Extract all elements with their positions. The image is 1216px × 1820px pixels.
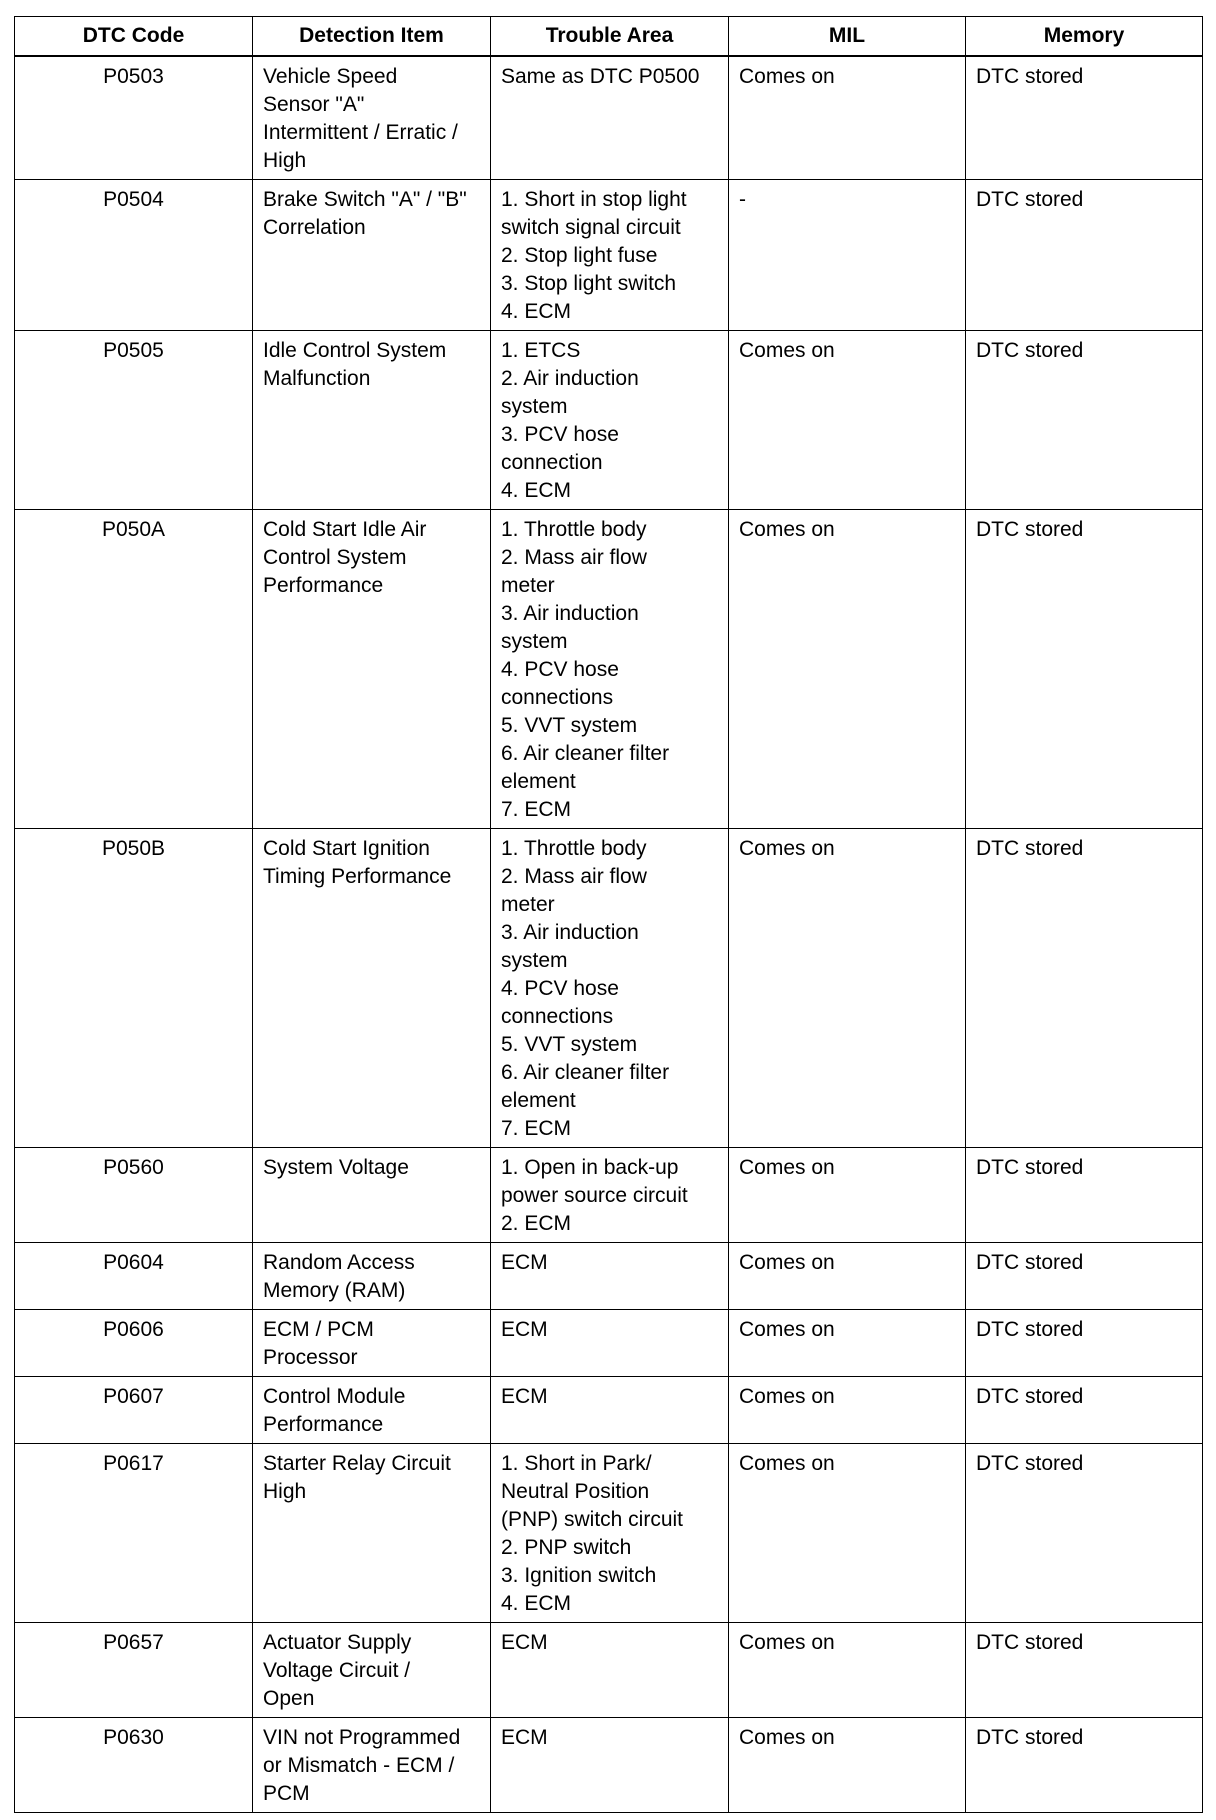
detection-item-cell [253, 180, 491, 331]
trouble-area-cell [491, 1444, 729, 1623]
mil-cell: Comes on [729, 56, 966, 180]
detection-item-line: System Voltage [263, 1156, 409, 1179]
detection-item-line: Sensor "A" [263, 93, 365, 116]
trouble-area-line: 1. Short in stop light [501, 188, 687, 211]
memory-cell: DTC stored [966, 331, 1203, 510]
detection-item-cell [253, 1377, 491, 1444]
trouble-area-line: 3. Air induction [501, 921, 639, 944]
trouble-area-line: system [501, 395, 568, 418]
detection-item-line: Memory (RAM) [263, 1279, 406, 1302]
trouble-area-line: element [501, 770, 576, 793]
mil-cell: Comes on [729, 1310, 966, 1377]
mil-cell: Comes on [729, 1148, 966, 1243]
trouble-area-line: ECM [501, 1251, 548, 1274]
trouble-area-line: 4. ECM [501, 479, 572, 502]
trouble-area-line: switch signal circuit [501, 216, 681, 239]
trouble-area-line: Neutral Position [501, 1480, 650, 1503]
mil-cell: - [729, 180, 966, 331]
trouble-area-line: 3. PCV hose [501, 423, 619, 446]
trouble-area-cell [491, 1623, 729, 1718]
trouble-area-line: ECM [501, 1385, 548, 1408]
dtc-code-cell: P050B [15, 829, 253, 1148]
dtc-code-cell: P0617 [15, 1444, 253, 1623]
detection-item-cell [253, 1444, 491, 1623]
mil-cell: Comes on [729, 1444, 966, 1623]
trouble-area-line: 4. ECM [501, 300, 572, 323]
detection-item-line: ECM / PCM [263, 1318, 374, 1341]
trouble-area-line: 1. Short in Park/ [501, 1452, 652, 1475]
table-row [15, 56, 1203, 180]
dtc-code-cell: P0607 [15, 1377, 253, 1444]
header-trouble-area: Trouble Area [491, 17, 729, 57]
table-row [15, 1310, 1203, 1377]
mil-cell: Comes on [729, 331, 966, 510]
mil-cell: Comes on [729, 1377, 966, 1444]
dtc-code-cell: P0657 [15, 1623, 253, 1718]
trouble-area-line: ECM [501, 1726, 548, 1749]
detection-item-cell [253, 1718, 491, 1813]
detection-item-line: Processor [263, 1346, 358, 1369]
detection-item-line: Control System [263, 546, 407, 569]
trouble-area-line: Same as DTC P0500 [501, 65, 700, 88]
detection-item-cell [253, 56, 491, 180]
memory-cell: DTC stored [966, 1377, 1203, 1444]
mil-cell: Comes on [729, 1623, 966, 1718]
detection-item-cell [253, 1148, 491, 1243]
trouble-area-line: 2. PNP switch [501, 1536, 632, 1559]
trouble-area-line: 2. Mass air flow [501, 546, 647, 569]
detection-item-line: Vehicle Speed [263, 65, 398, 88]
detection-item-line: Performance [263, 574, 384, 597]
trouble-area-line: system [501, 949, 568, 972]
detection-item-line: VIN not Programmed [263, 1726, 461, 1749]
table-header-row [15, 17, 1203, 57]
mil-cell: Comes on [729, 829, 966, 1148]
detection-item-line: Cold Start Idle Air [263, 518, 427, 541]
mil-cell: Comes on [729, 1718, 966, 1813]
trouble-area-line: 1. Throttle body [501, 518, 647, 541]
detection-item-line: Actuator Supply [263, 1631, 412, 1654]
detection-item-cell [253, 510, 491, 829]
trouble-area-cell [491, 1377, 729, 1444]
trouble-area-line: 4. ECM [501, 1592, 572, 1615]
dtc-code-cell: P0606 [15, 1310, 253, 1377]
dtc-code-cell: P050A [15, 510, 253, 829]
trouble-area-line: 7. ECM [501, 798, 572, 821]
detection-item-line: Correlation [263, 216, 366, 239]
detection-item-cell [253, 1243, 491, 1310]
detection-item-line: Control Module [263, 1385, 406, 1408]
trouble-area-line: 1. Throttle body [501, 837, 647, 860]
trouble-area-cell [491, 510, 729, 829]
trouble-area-line: meter [501, 574, 555, 597]
table-row [15, 510, 1203, 829]
dtc-table [14, 16, 1203, 1813]
trouble-area-cell [491, 1310, 729, 1377]
dtc-code-cell: P0503 [15, 56, 253, 180]
detection-item-line: Random Access [263, 1251, 415, 1274]
table-row [15, 1148, 1203, 1243]
trouble-area-line: 3. Air induction [501, 602, 639, 625]
trouble-area-line: 7. ECM [501, 1117, 572, 1140]
trouble-area-cell [491, 1718, 729, 1813]
trouble-area-cell [491, 56, 729, 180]
dtc-table-page [14, 16, 1202, 1813]
memory-cell: DTC stored [966, 510, 1203, 829]
detection-item-cell [253, 1310, 491, 1377]
memory-cell: DTC stored [966, 829, 1203, 1148]
trouble-area-line: system [501, 630, 568, 653]
dtc-code-cell: P0560 [15, 1148, 253, 1243]
table-body [15, 56, 1203, 1813]
detection-item-line: Starter Relay Circuit [263, 1452, 451, 1475]
detection-item-line: Brake Switch "A" / "B" [263, 188, 467, 211]
header-dtc-code: DTC Code [15, 17, 253, 57]
trouble-area-line: (PNP) switch circuit [501, 1508, 684, 1531]
trouble-area-line: 3. Ignition switch [501, 1564, 657, 1587]
table-row [15, 331, 1203, 510]
memory-cell: DTC stored [966, 1148, 1203, 1243]
detection-item-line: or Mismatch - ECM / [263, 1754, 455, 1777]
table-row [15, 1623, 1203, 1718]
detection-item-line: Intermittent / Erratic / [263, 121, 458, 144]
trouble-area-line: 6. Air cleaner filter [501, 1061, 670, 1084]
table-row [15, 180, 1203, 331]
detection-item-line: Timing Performance [263, 865, 452, 888]
trouble-area-line: meter [501, 893, 555, 916]
table-row [15, 829, 1203, 1148]
detection-item-line: PCM [263, 1782, 310, 1805]
detection-item-cell [253, 829, 491, 1148]
trouble-area-cell [491, 1148, 729, 1243]
trouble-area-line: 2. Air induction [501, 367, 639, 390]
mil-cell: Comes on [729, 1243, 966, 1310]
header-mil: MIL [729, 17, 966, 57]
trouble-area-line: element [501, 1089, 576, 1112]
trouble-area-line: connections [501, 1005, 614, 1028]
detection-item-line: High [263, 149, 307, 172]
detection-item-line: Open [263, 1687, 315, 1710]
detection-item-line: Malfunction [263, 367, 371, 390]
table-row [15, 1444, 1203, 1623]
trouble-area-line: 1. Open in back-up [501, 1156, 679, 1179]
trouble-area-line: ECM [501, 1631, 548, 1654]
dtc-code-cell: P0604 [15, 1243, 253, 1310]
detection-item-line: Cold Start Ignition [263, 837, 430, 860]
table-row [15, 1243, 1203, 1310]
detection-item-cell [253, 1623, 491, 1718]
memory-cell: DTC stored [966, 1444, 1203, 1623]
trouble-area-line: 5. VVT system [501, 1033, 638, 1056]
trouble-area-line: 1. ETCS [501, 339, 581, 362]
dtc-code-cell: P0505 [15, 331, 253, 510]
memory-cell: DTC stored [966, 1718, 1203, 1813]
trouble-area-line: 3. Stop light switch [501, 272, 677, 295]
trouble-area-line: ECM [501, 1318, 548, 1341]
memory-cell: DTC stored [966, 1310, 1203, 1377]
detection-item-cell [253, 331, 491, 510]
dtc-code-cell: P0504 [15, 180, 253, 331]
trouble-area-line: 6. Air cleaner filter [501, 742, 670, 765]
memory-cell: DTC stored [966, 180, 1203, 331]
detection-item-line: High [263, 1480, 307, 1503]
trouble-area-line: 2. Stop light fuse [501, 244, 658, 267]
trouble-area-line: connection [501, 451, 603, 474]
header-memory: Memory [966, 17, 1203, 57]
trouble-area-cell [491, 829, 729, 1148]
trouble-area-line: connections [501, 686, 614, 709]
memory-cell: DTC stored [966, 1243, 1203, 1310]
trouble-area-line: 4. PCV hose [501, 977, 619, 1000]
trouble-area-line: 5. VVT system [501, 714, 638, 737]
trouble-area-line: 2. Mass air flow [501, 865, 647, 888]
trouble-area-line: 2. ECM [501, 1212, 572, 1235]
table-row [15, 1377, 1203, 1444]
memory-cell: DTC stored [966, 56, 1203, 180]
trouble-area-cell [491, 1243, 729, 1310]
table-row [15, 1718, 1203, 1813]
trouble-area-cell [491, 331, 729, 510]
trouble-area-line: 4. PCV hose [501, 658, 619, 681]
dtc-code-cell: P0630 [15, 1718, 253, 1813]
trouble-area-cell [491, 180, 729, 331]
memory-cell: DTC stored [966, 1623, 1203, 1718]
detection-item-line: Voltage Circuit / [263, 1659, 411, 1682]
trouble-area-line: power source circuit [501, 1184, 688, 1207]
detection-item-line: Idle Control System [263, 339, 447, 362]
mil-cell: Comes on [729, 510, 966, 829]
header-detection-item: Detection Item [253, 17, 491, 57]
detection-item-line: Performance [263, 1413, 384, 1436]
